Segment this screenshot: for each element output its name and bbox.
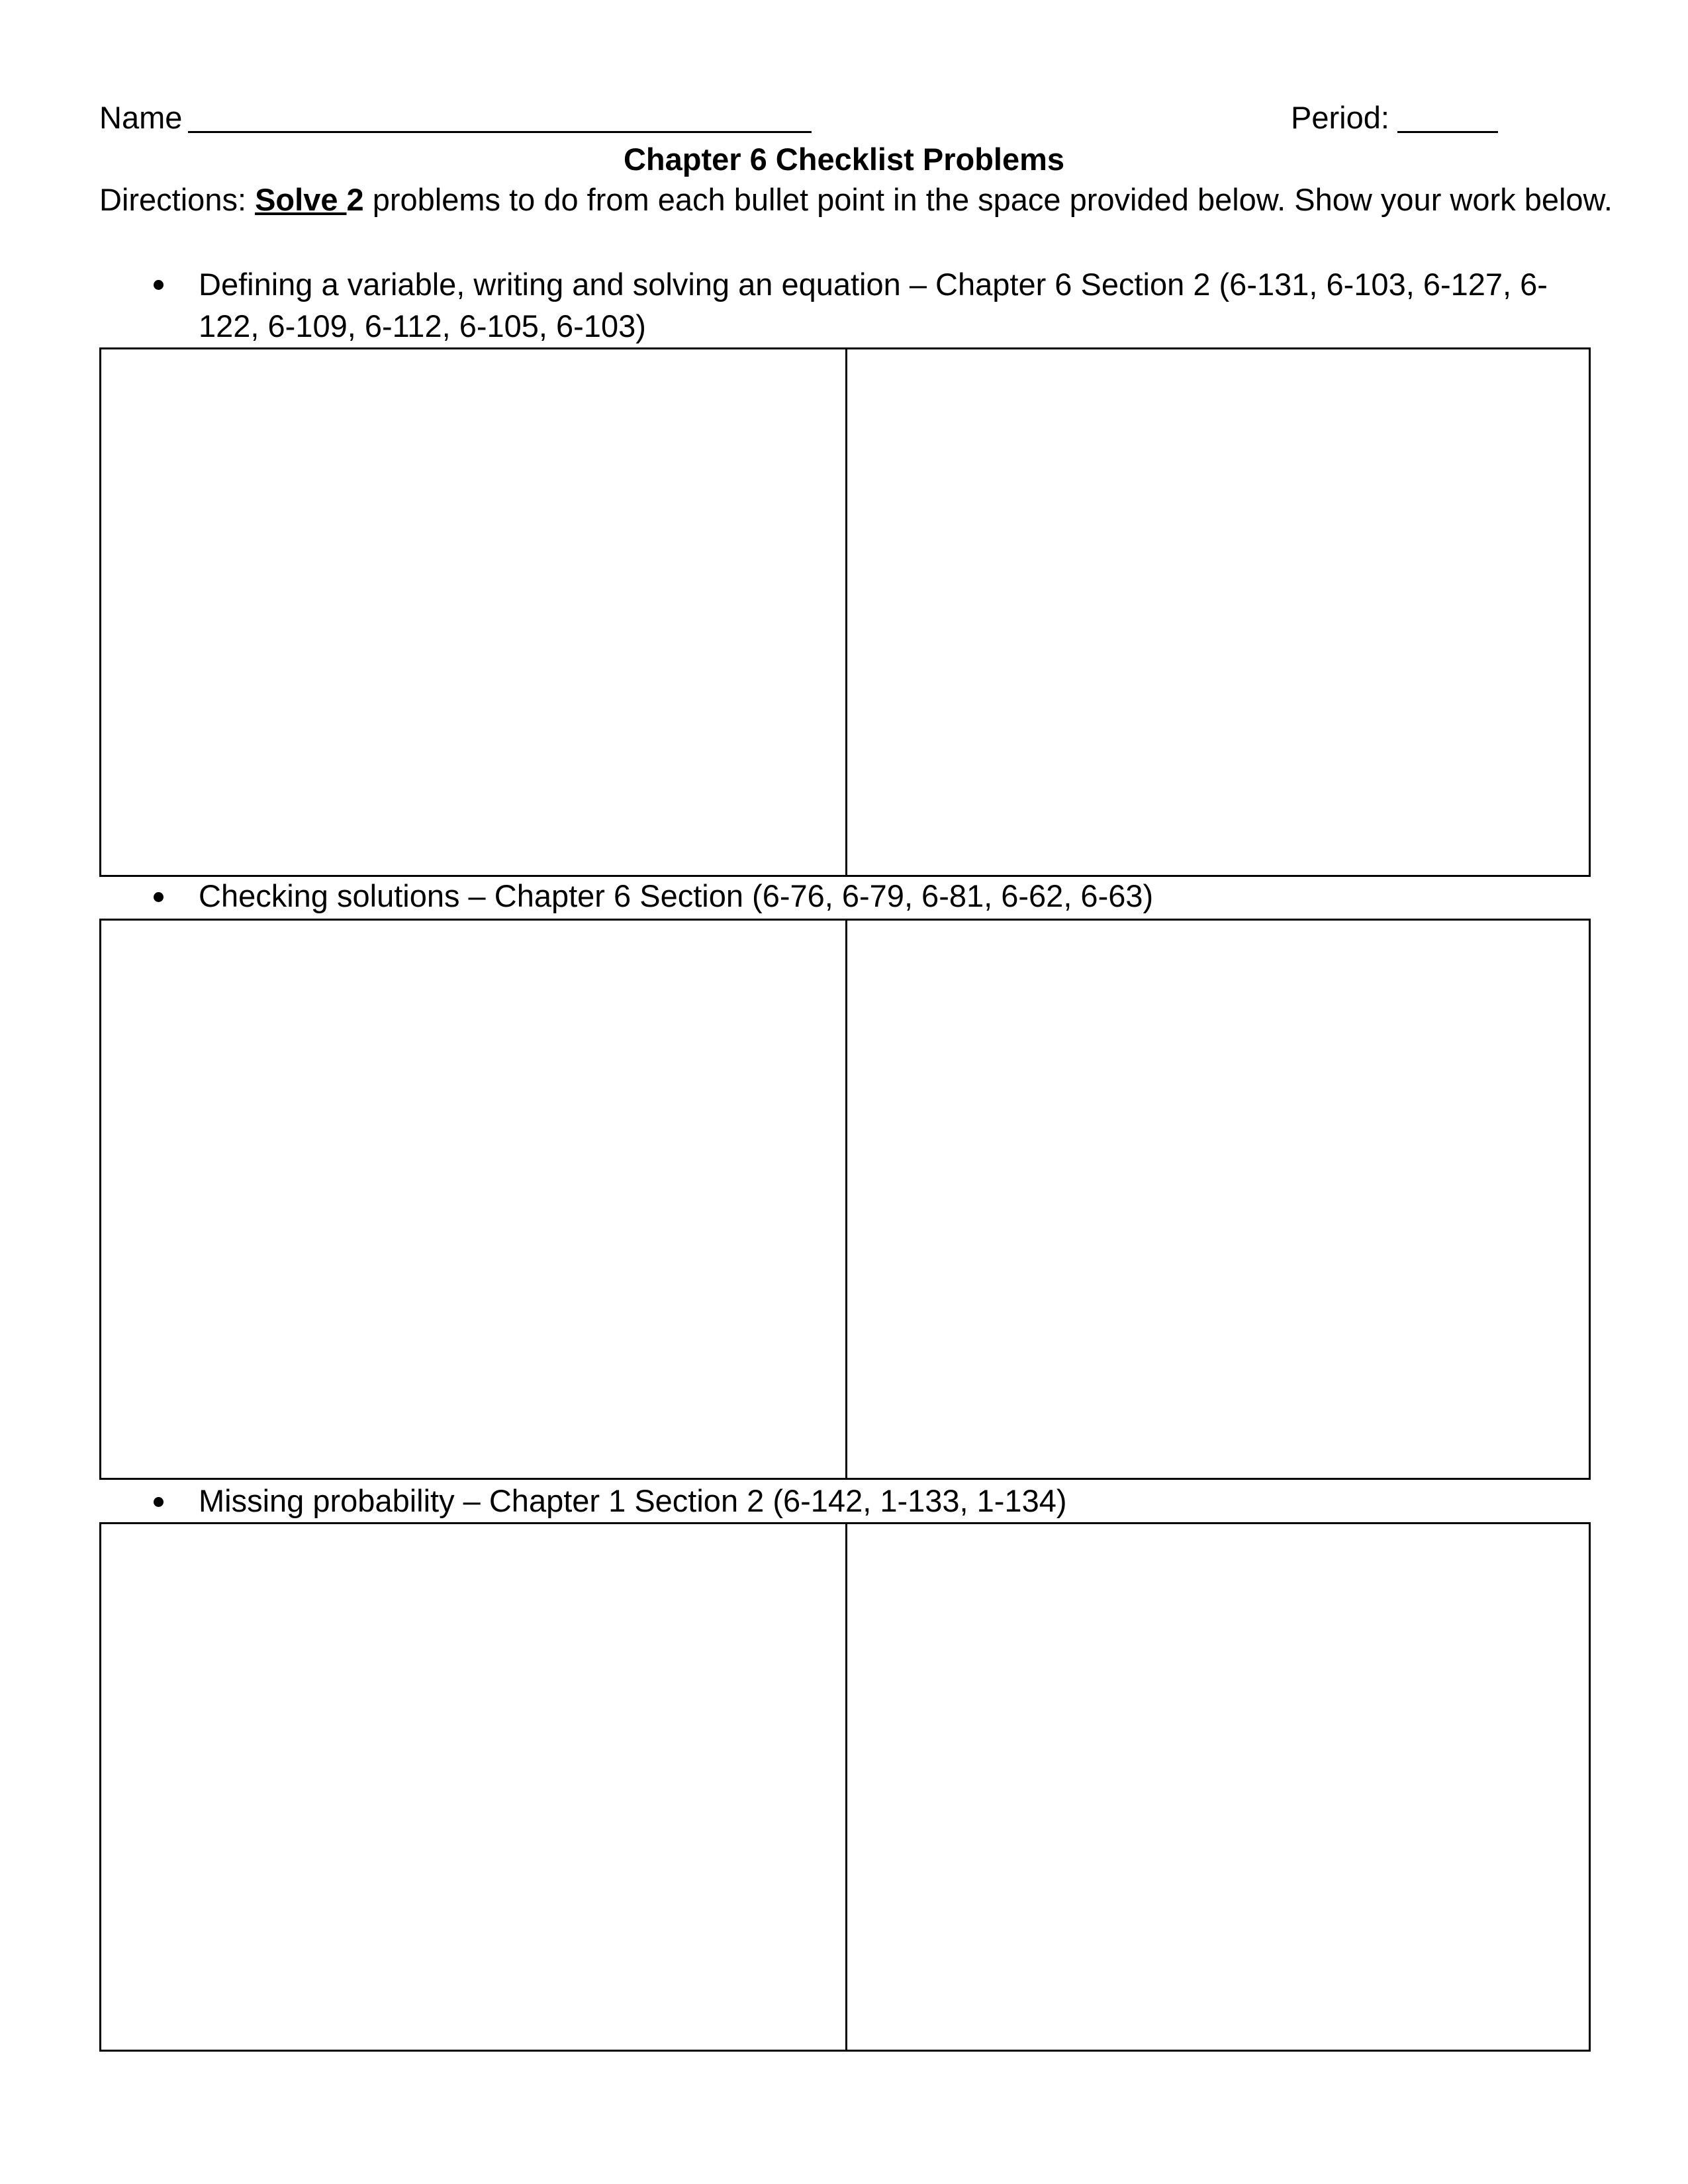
period-blank-line[interactable] — [1397, 131, 1498, 133]
bullet-icon — [154, 280, 164, 290]
bullet-icon — [154, 1497, 164, 1507]
page-title: Chapter 6 Checklist Problems — [623, 142, 1065, 177]
period-label: Period: — [1291, 100, 1389, 135]
directions-count: 2 — [346, 182, 364, 217]
section-3-work-area — [99, 1522, 1591, 2052]
section-2-work-area — [99, 919, 1591, 1480]
section-2-divider — [845, 921, 847, 1478]
directions-text — [99, 181, 1613, 218]
section-3-heading: Missing probability – Chapter 1 Section 2 (6-142, 1-133, 1-134) — [199, 1483, 1067, 1518]
section-2-heading: Checking solutions – Chapter 6 Section (6-76, 6-79, 6-81, 6-62, 6-63) — [199, 878, 1154, 913]
section-3-divider — [845, 1524, 847, 2050]
section-1-heading: Defining a variable, writing and solving an equation – Chapter 6 Section 2 (6-131, 6-103, 6-127, 6-122, 6-109, 6-112, 6-105, 6-103) — [199, 267, 1548, 343]
name-blank-line[interactable] — [188, 131, 812, 133]
directions-prefix: Directions: — [99, 182, 256, 217]
section-1-divider — [845, 349, 847, 875]
section-1-work-area — [99, 347, 1591, 877]
directions-rest: problems to do from each bullet point in the space provided below. Show your work below. — [363, 182, 1613, 217]
bullet-icon — [154, 892, 164, 902]
directions-solve: Solve — [255, 182, 347, 217]
name-label: Name — [99, 100, 183, 135]
